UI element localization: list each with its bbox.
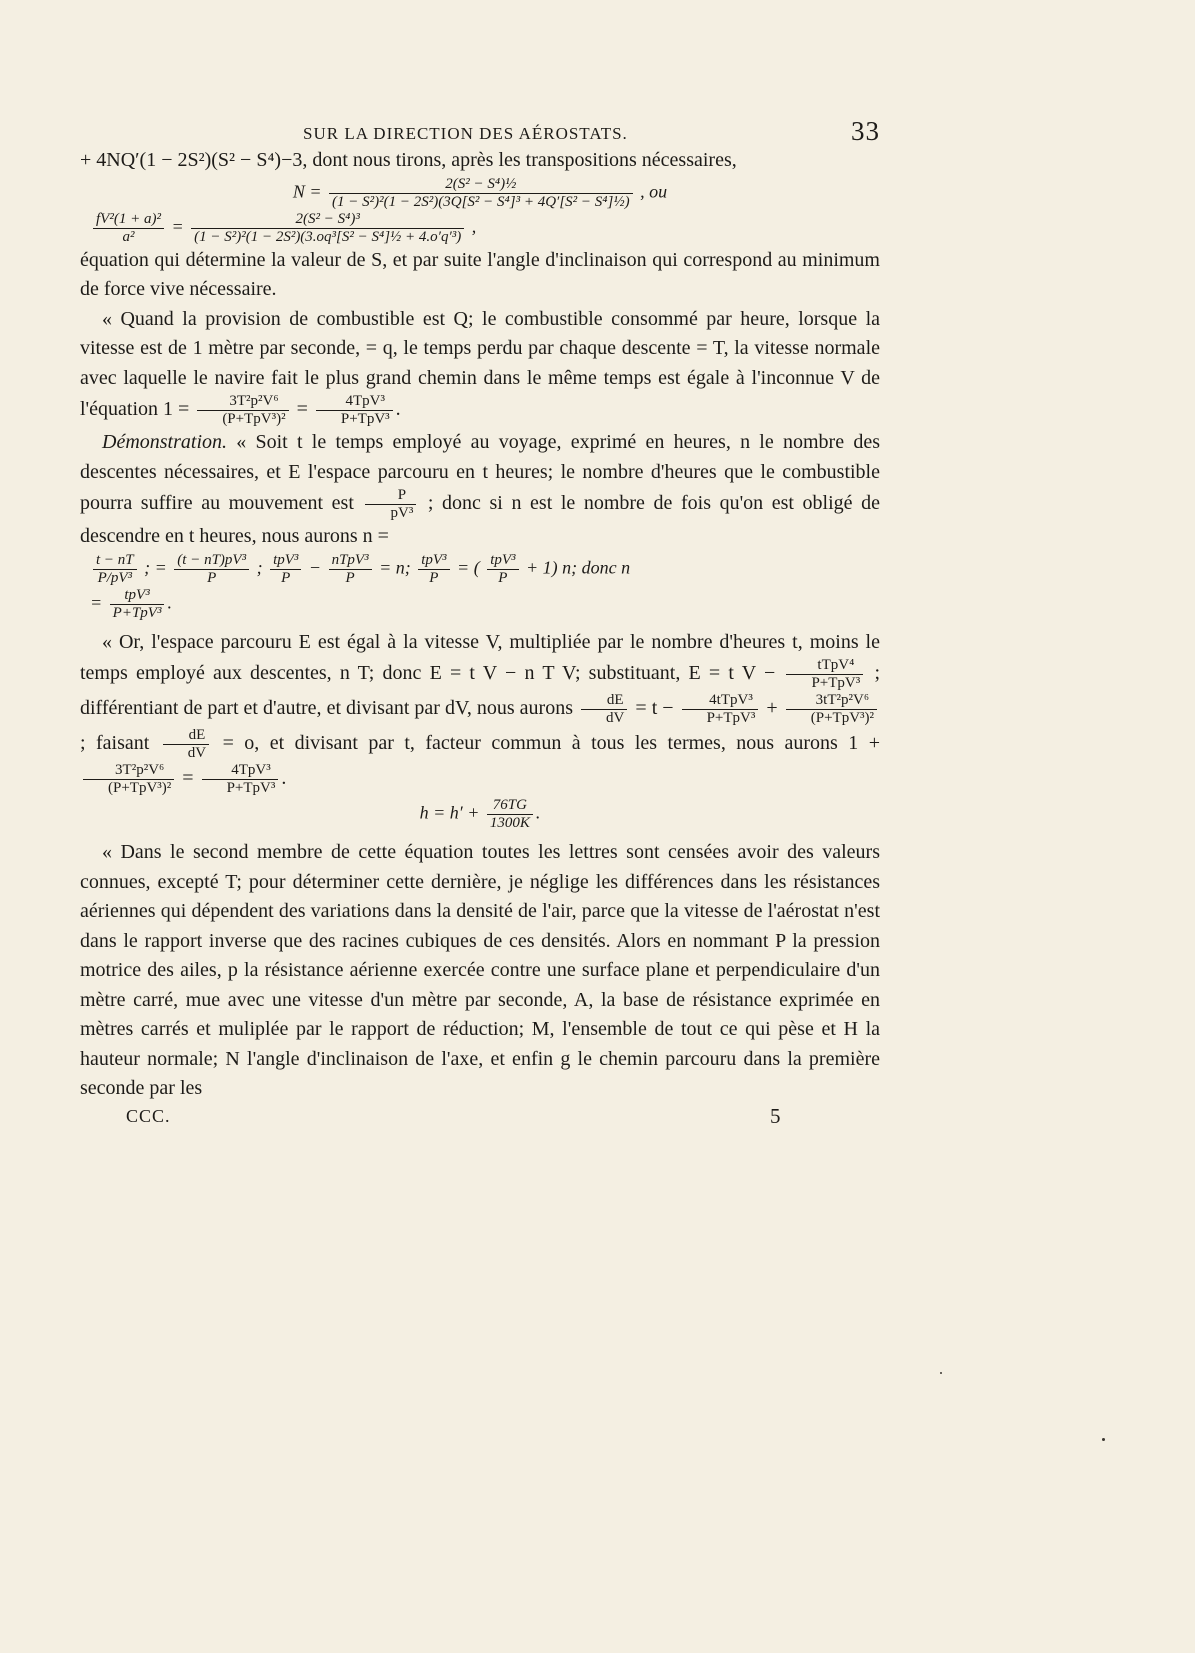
- fraction-denominator: P+TpV³: [786, 674, 863, 692]
- equation-n-result: [80, 587, 880, 622]
- equation-n-derivation: [80, 552, 880, 587]
- fraction-denominator: P: [418, 569, 449, 587]
- fraction-denominator: (P+TpV³)²: [786, 709, 877, 727]
- equation-n-fraction: [329, 176, 633, 211]
- derivation-operator: = (: [457, 557, 480, 578]
- fraction-numerator: 3tT²p²V⁶: [815, 692, 870, 708]
- derivation-operator: ; =: [144, 557, 167, 578]
- fraction-numerator: tpV³: [421, 551, 447, 568]
- derivation-fraction-6: [487, 552, 518, 587]
- derivation-operator: + 1) n; donc n: [526, 557, 631, 578]
- page-number: 33: [851, 116, 880, 146]
- fraction-denominator: P: [487, 569, 518, 587]
- paragraph-4-fraction-5: [163, 727, 209, 762]
- paragraph-4: [80, 628, 880, 798]
- demonstration-label: Démonstration.: [102, 431, 227, 453]
- equation-n-result-fraction: [110, 587, 165, 622]
- fraction-numerator: 2(S² − S⁴)³: [295, 210, 360, 227]
- paragraph-5: « Dans le second membre de cette équation toutes les lettres sont censées avoir des valeurs connues, excepté T; pour déterminer cette dernière, je néglige les différences dans les résistances aériennes qui dépendent des variations dans la densité de l'air, parce que la vitesse de l'aérostat n'est dans le rapport inverse que des racines cubiques de ces densités. Alors en nommant P la pression motrice des ailes, p la résistance aérienne exercée contre une surface plane et perpendiculaire d'un mètre carré, mue avec une vitesse d'un mètre par seconde, A, la base de résistance exprimée en mètres carrés et muliplée par le rapport de réduction; M, l'ensemble de tout ce qui pèse et H la hauteur normale; N l'angle d'inclinaison de l'axe, et enfin g le chemin parcouru dans la première seconde par les: [80, 841, 880, 1099]
- paragraph-2-end: .: [395, 398, 401, 421]
- derivation-fraction-5: [418, 552, 449, 587]
- paragraph-2: [80, 305, 880, 429]
- footer: [80, 1104, 880, 1132]
- equation-f: [80, 211, 880, 246]
- paragraph-2-fraction-1: [197, 393, 288, 428]
- book-page: [80, 118, 880, 1132]
- derivation-operator: −: [308, 557, 322, 578]
- equation-n: [80, 176, 880, 211]
- fraction-numerator: tpV³: [273, 551, 299, 568]
- equation-h-tail: .: [535, 802, 541, 823]
- fraction-numerator: 76TG: [492, 797, 527, 813]
- fraction-denominator: P/pV³: [93, 569, 137, 587]
- equation-f-rhs: [191, 211, 464, 246]
- sheet-number: 5: [770, 1103, 781, 1128]
- fraction-denominator: dV: [163, 744, 209, 762]
- equation-f-tail: ,: [471, 216, 477, 237]
- paragraph-4-fraction-1: [786, 657, 863, 692]
- derivation-operator: = n;: [379, 557, 411, 578]
- text-line-1: + 4NQ′(1 − 2S²)(S² − S⁴)−3, dont nous tirons, après les transpositions nécessaires,: [80, 149, 737, 171]
- fraction-numerator: tTpV⁴: [817, 657, 855, 673]
- fraction-denominator: P+TpV³: [110, 604, 165, 622]
- fraction-denominator: 1300K: [487, 814, 533, 832]
- fraction-numerator: P: [397, 487, 407, 503]
- running-title: SUR LA DIRECTION DES AÉROSTATS.: [303, 124, 628, 143]
- fraction-denominator: (P+TpV³)²: [197, 410, 288, 428]
- fraction-numerator: 2(S² − S⁴)½: [445, 175, 517, 192]
- paragraph-2-equals: =: [296, 398, 308, 421]
- derivation-operator: ;: [256, 557, 263, 578]
- fraction-denominator: pV³: [365, 504, 416, 522]
- fraction-numerator: 4TpV³: [231, 762, 271, 778]
- paragraph-4-text: « Or, l'espace parcouru E est égal à la vitesse V, multipliée par le nombre d'heures t, moins le temps employé aux descentes, n T; donc E = t V − n T V; substituant, E = t V −: [80, 630, 880, 685]
- fraction-denominator: (1 − S²)²(1 − 2S²)(3Q[S² − S⁴]³ + 4Q′[S² − S⁴]½): [329, 193, 633, 211]
- paragraph-2-text: « Quand la provision de combustible est Q; le combustible consommé par heure, lorsque la vitesse est de 1 mètre par seconde, = q, le temps perdu par chaque descente = T, la vitesse normale avec laquelle le navire fait le plus grand chemin dans le même temps est égale à l'inconnue V de l'équation 1 =: [80, 307, 880, 421]
- fraction-denominator: a²: [93, 228, 164, 246]
- derivation-fraction-3: [270, 552, 301, 587]
- running-head: [80, 118, 880, 146]
- fraction-denominator: P: [329, 569, 372, 587]
- equals-sign: =: [171, 216, 184, 237]
- paragraph-4-text-c: = t −: [635, 697, 674, 720]
- paragraph-3-fraction: [365, 487, 416, 522]
- derivation-fraction-4: [329, 552, 372, 587]
- paragraph-3-text: « Soit t le temps employé au voyage, exprimé en heures, n le nombre des descentes nécessaires, et E l'espace parcouru en t heures; le nombre d'heures que le combustible pourra suffire au mouvement est: [80, 431, 880, 515]
- fraction-denominator: dV: [581, 709, 627, 727]
- equation-n-tail: , ou: [640, 181, 668, 202]
- paragraph-4-fraction-3: [682, 692, 759, 727]
- paragraph-4-text-b: ; différentiant de part et d'autre, et divisant par dV, nous aurons: [80, 662, 881, 720]
- paragraph-4-text-h: .: [281, 767, 287, 790]
- fraction-numerator: tpV³: [490, 551, 516, 568]
- equation-n-result-tail: .: [167, 592, 172, 613]
- paragraph-3: [80, 428, 880, 552]
- fraction-denominator: P+TpV³: [316, 410, 393, 428]
- fraction-denominator: P+TpV³: [682, 709, 759, 727]
- fraction-denominator: (1 − S²)²(1 − 2S²)(3.oq³[S² − S⁴]½ + 4.o′q′³): [191, 228, 464, 246]
- paragraph-1: équation qui détermine la valeur de S, et par suite l'angle d'inclinaison qui correspond au minimum de force vive nécessaire.: [80, 248, 880, 300]
- fraction-denominator: P: [270, 569, 301, 587]
- equation-h-lhs: h = h′ +: [419, 802, 480, 823]
- fraction-numerator: 4tTpV³: [709, 692, 753, 708]
- paragraph-2-fraction-2: [316, 393, 393, 428]
- fraction-numerator: dE: [606, 692, 624, 708]
- paragraph-4-text-g: =: [182, 767, 194, 790]
- fraction-numerator: dE: [188, 727, 206, 743]
- fraction-numerator: fV²(1 + a)²: [96, 210, 161, 227]
- paragraph-4-fraction-2: [581, 692, 627, 727]
- derivation-fraction-1: [93, 552, 137, 587]
- fraction-numerator: t − nT: [96, 551, 134, 568]
- fraction-numerator: tpV³: [124, 586, 150, 603]
- fraction-numerator: (t − nT)pV³: [177, 551, 247, 568]
- paragraph-4-fraction-6: [83, 762, 174, 797]
- fraction-denominator: (P+TpV³)²: [83, 779, 174, 797]
- derivation-fraction-2: [174, 552, 249, 587]
- paragraph-3-text-continued: ; donc si n est le nombre de fois qu'on est obligé de descendre en t heures, nous aurons n =: [80, 492, 881, 547]
- paragraph-4-fraction-7: [202, 762, 279, 797]
- paper-speck: [940, 1372, 942, 1374]
- paragraph-4-fraction-4: [786, 692, 877, 727]
- fraction-numerator: nTpV³: [331, 551, 369, 568]
- fraction-numerator: 4TpV³: [345, 393, 386, 409]
- paragraph-4-text-d: +: [766, 697, 778, 720]
- equation-n-result-lhs: =: [90, 592, 103, 613]
- paper-speck: [1102, 1438, 1105, 1441]
- equation-n-lhs: N =: [292, 181, 322, 202]
- equation-h: [80, 797, 880, 832]
- fraction-denominator: P+TpV³: [202, 779, 279, 797]
- fraction-denominator: P: [174, 569, 249, 587]
- paragraph-4-text-e: ; faisant: [80, 732, 150, 755]
- fraction-numerator: 3T²p²V⁶: [115, 762, 165, 778]
- equation-h-fraction: [487, 797, 533, 832]
- equation-f-lhs: [93, 211, 164, 246]
- fraction-numerator: 3T²p²V⁶: [229, 393, 279, 409]
- printer-signature: CCC.: [126, 1105, 171, 1126]
- paragraph-4-text-f: = o, et divisant par t, facteur commun à tous les termes, nous aurons 1 +: [222, 732, 881, 755]
